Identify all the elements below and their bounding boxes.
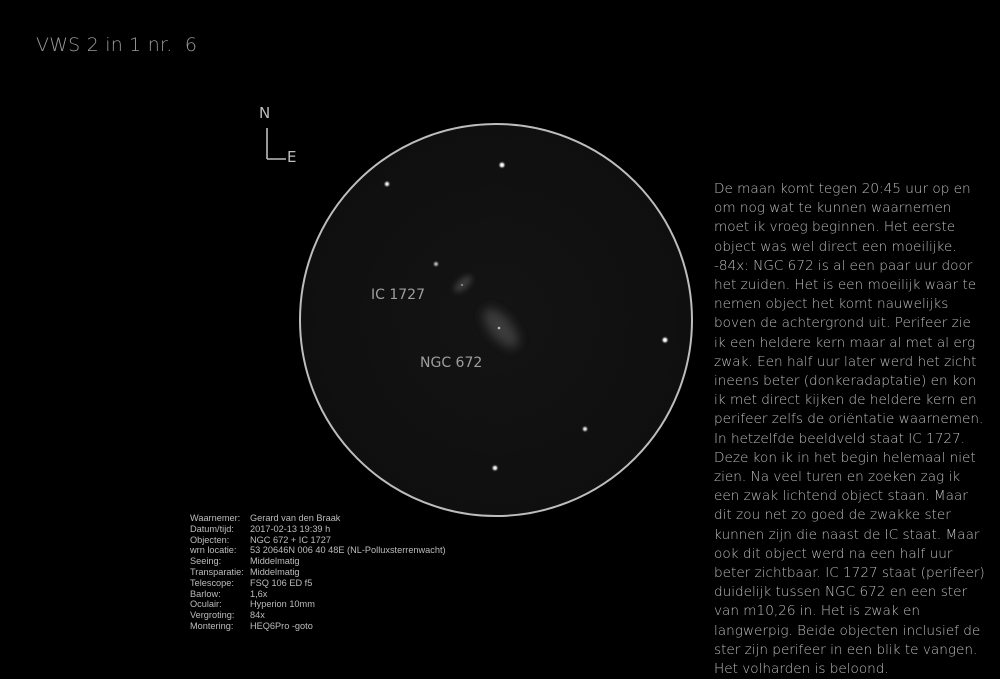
detail-value: FSQ 106 ED f5 (250, 577, 313, 588)
notes-paragraph: In hetzelfde beeldveld staat IC 1727. Deze kon ik in het begin helemaal niet zien. Na veel turen en zoeken zag ik een zwak lichtend object staan. Maar dit zou net zo goed de zwakke ster kunnen zijn die naast de IC staat. Maar ook dit object werd na een half uur beter zichtbaar. IC 1727 staat (perifeer) duidelijk tussen NGC 672 en een ster van m10,26 in. Het is zwak en langwerpig. Beide objecten inclusief de ster zijn perifeer in een blik te vangen. Het volharden is beloond. (714, 430, 985, 678)
detail-key: Waarnemer: (190, 513, 241, 523)
detail-row (190, 545, 446, 556)
detail-value: Hyperion 10mm (250, 599, 315, 610)
label-ic-1727: IC 1727 (371, 287, 425, 303)
detail-row (190, 610, 446, 621)
detail-value: 84x (250, 610, 265, 621)
detail-key: Objecten: (190, 534, 230, 545)
detail-key: Datum/tijd: (190, 523, 234, 534)
detail-row (190, 599, 446, 610)
detail-value: Gerard van den Braak (250, 513, 341, 523)
star (434, 262, 438, 266)
detail-key: Telescope: (190, 577, 234, 588)
detail-row (190, 589, 446, 600)
detail-value: Middelmatig (250, 566, 300, 577)
notes-paragraph: De maan komt tegen 20:45 uur op en om nog wat te kunnen waarnemen moet ik vroeg beginnen. Het eerste object was wel direct een moeilijke. (714, 181, 971, 255)
detail-value: 1,6x (250, 588, 268, 599)
observation-details (190, 513, 446, 632)
detail-row (190, 524, 446, 535)
detail-value: 53 20646N 006 40 48E (NL-Polluxsterrenwacht) (250, 545, 446, 556)
star (500, 163, 505, 168)
compass-north-label: N (259, 104, 271, 122)
detail-value: Middelmatig (250, 556, 300, 567)
notes-paragraph: -84x: NGC 672 is al een paar uur door het zuiden. Het is een moeilijk waar te nemen object het komt nauwelijks boven de achtergrond uit. Perifeer zie ik een heldere kern maar al met al erg zwak. Een half uur later werd het zicht ineens beter (donkeradaptatie) en kon ik met direct kijken de heldere kern en perifeer zelfs de oriëntatie waarnemen. (714, 257, 984, 428)
detail-row (190, 621, 446, 632)
detail-key: Montering: (190, 620, 234, 631)
detail-value: NGC 672 + IC 1727 (250, 534, 331, 545)
detail-key: Transparatie: (190, 566, 244, 577)
detail-value: 2017-02-13 19:39 h (250, 523, 331, 534)
star (663, 338, 668, 343)
detail-key: Seeing: (190, 556, 222, 567)
detail-row (190, 535, 446, 546)
sketch-title: VWS 2 in 1 nr. 6 (36, 34, 198, 56)
detail-key: Vergroting: (190, 610, 235, 621)
detail-key: wrn locatie: (190, 545, 237, 556)
compass-east-label: E (287, 148, 297, 166)
observation-notes (714, 180, 986, 679)
label-ngc-672: NGC 672 (420, 355, 483, 371)
detail-key: Oculair: (190, 599, 222, 610)
detail-row (190, 578, 446, 589)
detail-row (190, 513, 446, 524)
star (493, 466, 498, 471)
detail-row (190, 567, 446, 578)
detail-key: Barlow: (190, 588, 221, 599)
star (385, 182, 389, 186)
detail-value: HEQ6Pro -goto (250, 620, 313, 631)
detail-row (190, 556, 446, 567)
star (583, 427, 587, 431)
